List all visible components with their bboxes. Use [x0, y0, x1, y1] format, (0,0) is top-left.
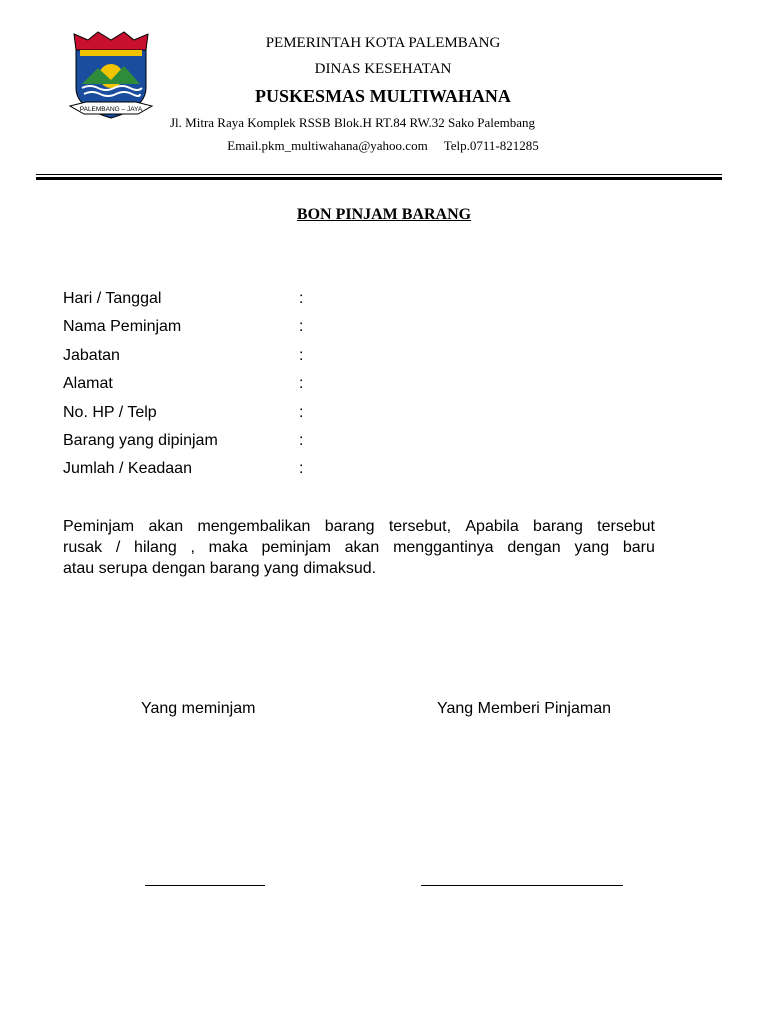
- institution-name: PUSKESMAS MULTIWAHANA: [255, 86, 511, 106]
- word: maka: [208, 539, 248, 556]
- word: akan: [148, 518, 184, 535]
- word: Peminjam: [63, 518, 135, 535]
- word: barang: [324, 518, 375, 535]
- field-colon: :: [299, 431, 304, 449]
- field-label: Hari / Tanggal: [63, 290, 162, 307]
- word: rusak: [63, 539, 103, 556]
- document-title: BON PINJAM BARANG: [296, 206, 472, 223]
- word: tersebut,: [388, 518, 452, 535]
- statement-line-2: [63, 537, 655, 558]
- field-label: Barang yang dipinjam: [63, 431, 218, 449]
- lender-signature-line: [421, 885, 623, 886]
- palembang-emblem-logo: [68, 28, 154, 124]
- word: akan: [344, 539, 380, 556]
- lender-signature-label: Yang Memberi Pinjaman: [437, 700, 612, 717]
- word: baru: [622, 539, 655, 556]
- government-name: PEMERINTAH KOTA PALEMBANG: [265, 35, 501, 51]
- svg-text:PALEMBANG – JAYA: PALEMBANG – JAYA: [79, 106, 143, 113]
- field-colon: :: [299, 290, 304, 307]
- word: menggantinya: [393, 539, 494, 556]
- department-name: DINAS KESEHATAN: [314, 61, 452, 77]
- word: peminjam: [261, 539, 331, 556]
- word: tersebut: [597, 518, 655, 535]
- institution-address: Jl. Mitra Raya Komplek RSSB Blok.H RT.84 RW.32 Sako Palembang: [170, 115, 536, 130]
- field-colon: :: [299, 346, 304, 364]
- word: mengembalikan: [197, 518, 311, 535]
- word: hilang: [134, 539, 177, 556]
- field-label: Nama Peminjam: [63, 318, 182, 336]
- word: barang: [533, 518, 583, 535]
- contact-line: [150, 138, 616, 154]
- phone-text: Telp.0711-821285: [443, 138, 539, 153]
- field-label: No. HP / Telp: [63, 403, 157, 421]
- letterhead-divider-thick: [36, 177, 722, 180]
- field-colon: :: [299, 460, 304, 478]
- word: ,: [190, 539, 195, 556]
- field-colon: :: [299, 375, 304, 393]
- statement-line-1: [63, 516, 655, 537]
- field-colon: :: [299, 403, 304, 421]
- word: dengan: [507, 539, 561, 556]
- field-label: Jabatan: [63, 346, 120, 364]
- statement-paragraph: [63, 516, 655, 579]
- word: yang: [574, 539, 610, 556]
- email-text: Email.pkm_multiwahana@yahoo.com: [227, 138, 428, 153]
- word: Apabila: [465, 518, 519, 535]
- field-label: Alamat: [63, 375, 113, 393]
- field-colon: :: [299, 318, 304, 336]
- statement-line-3: atau serupa dengan barang yang dimaksud.: [63, 560, 377, 577]
- field-label: Jumlah / Keadaan: [63, 460, 192, 478]
- borrower-signature-line: [145, 885, 265, 886]
- word: /: [115, 539, 121, 556]
- letterhead-divider-thin: [36, 174, 722, 175]
- borrower-signature-label: Yang meminjam: [141, 700, 256, 717]
